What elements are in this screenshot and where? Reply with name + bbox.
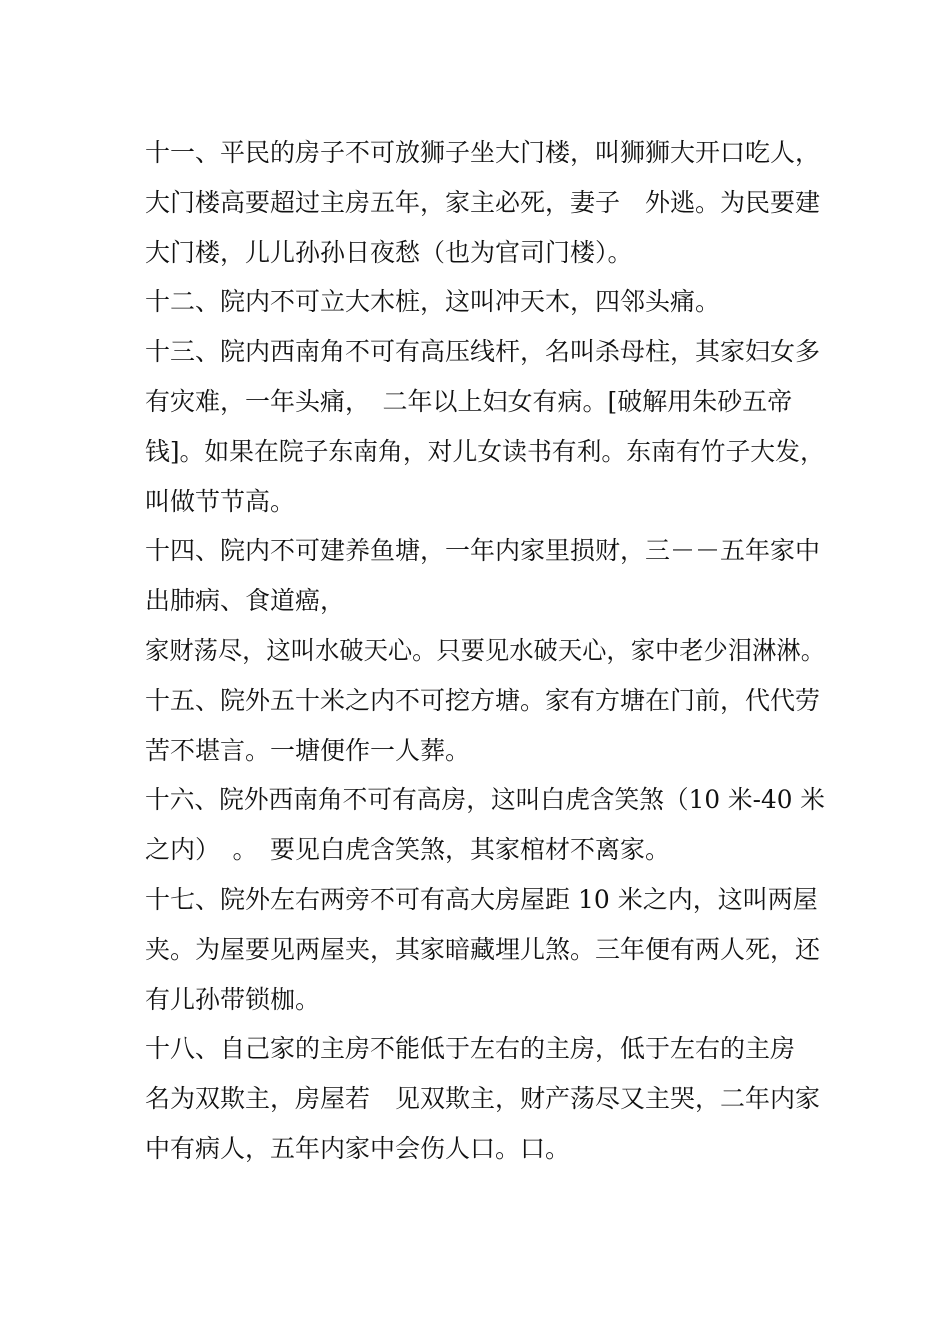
text-line: 叫做节节高。 [145, 486, 296, 516]
text-line: 十三、院内西南角不可有高压线杆，名叫杀母柱，其家妇女多 [145, 337, 821, 367]
text-line: 十六、院外西南角不可有高房，这叫白虎含笑煞（10 米-40 米 [145, 785, 825, 815]
text-line: 家财荡尽，这叫水破天心。只要见水破天心，家中老少泪淋淋。 [145, 635, 825, 665]
document-body [145, 128, 825, 1174]
text-line: 有儿孙带锁枷。 [145, 984, 321, 1014]
text-line: 中有病人，五年内家中会伤人口。口。 [145, 1133, 571, 1163]
text-line: 十四、院内不可建养鱼塘，一年内家里损财，三－－五年家中 [145, 536, 821, 566]
text-line: 大门楼高要超过主房五年，家主必死，妻子 外逃。为民要建 [145, 187, 821, 217]
text-line: 苦不堪言。一塘便作一人葬。 [145, 735, 471, 765]
text-line: 十二、院内不可立大木桩，这叫冲天木，四邻头痛。 [145, 287, 721, 317]
text-line: 钱]。如果在院子东南角，对儿女读书有利。东南有竹子大发， [145, 436, 825, 466]
text-line: 夹。为屋要见两屋夹，其家暗藏埋儿煞。三年便有两人死，还 [145, 934, 821, 964]
text-line: 十八、自己家的主房不能低于左右的主房，低于左右的主房 [145, 1034, 796, 1064]
text-line: 大门楼，儿儿孙孙日夜愁（也为官司门楼）。 [145, 237, 633, 267]
text-line: 十七、院外左右两旁不可有高大房屋距 10 米之内，这叫两屋 [145, 884, 818, 914]
text-line: 之内） 。 要见白虎含笑煞，其家棺材不离家。 [145, 835, 671, 865]
text-line: 有灾难，一年头痛， 二年以上妇女有病。[破解用朱砂五帝 [145, 386, 793, 416]
text-line: 十五、院外五十米之内不可挖方塘。家有方塘在门前，代代劳 [145, 685, 821, 715]
text-line: 名为双欺主，房屋若 见双欺主，财产荡尽又主哭，二年内家 [145, 1084, 821, 1114]
text-line: 出肺病、食道癌， [145, 586, 346, 616]
text-line: 十一、平民的房子不可放狮子坐大门楼，叫狮狮大开口吃人， [145, 138, 821, 167]
